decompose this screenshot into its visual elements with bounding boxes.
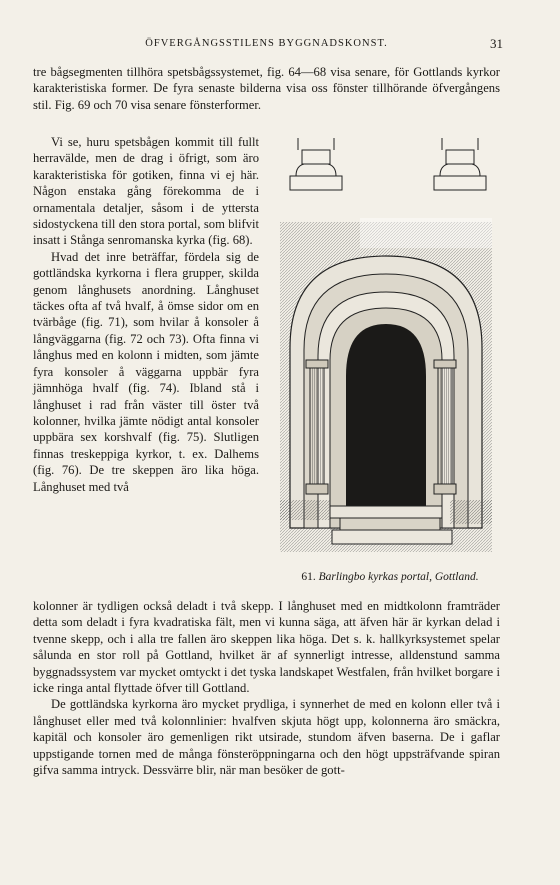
paragraph: Hvad det inre beträffar, fördela sig de gottländska kyrkorna i flera grupper, skilda genom långhusets anordning. Långhuset täckes ofta af två hvalf, å ömse sidor om en tvärbåge (fig. 71), som hvilar å konsoler å långväggarna (fig. 72 och 73). Ofta finna vi långhus med en kolonn i midten, som jämte fyra konsoler å väggarna uppbär fyra jämnhöga hvalf (fig. 74). Ibland stå i långhuset i rad från väster till öster två kolonner, hvilka jämte nödigt antal konsoler uppbära sex korshvalf (fig. 75). Slutligen finnas treskeppiga kyrkor, t. ex. Dalhems (fig. 76). De tre skeppen äro lika höga. Långhuset med två	[33, 249, 259, 494]
paragraph: De gottländska kyrkorna äro mycket prydliga, i synnerhet de med en kolonn eller två i långhuset eller med två kolonnlinier: hvalfven skjuta högt upp, kolonnerna äro smäckra, kapitäl och konsoler äro gemenligen rikt utsirade, stundom äfven baserna. De i gaflar uppstigande tornen med de många fönsteröppningarna och den högt uppsträfvande spiran gifva samma intryck. Dessvärre blir, när man besöker de gott-	[33, 697, 500, 778]
step-3	[332, 530, 452, 544]
column-left	[310, 366, 324, 486]
running-head: ÖFVERGÅNGSSTILENS BYGGNADSKONST.	[145, 38, 388, 49]
figure-caption-text: Barlingbo kyrkas portal, Gottland.	[318, 571, 479, 583]
paragraph: kolonner är tydligen också deladt i två skepp. I långhuset med en midtkolonn framträder detta som deladt i fyra kvadratiska fält, men vi kunna säga, att äfven här är kyrkan delad i tvenne skepp, och i alla tre fallen äro skeppen lika höga. Det s. k. hallkyrksystemet spelar sålunda en stor roll på Gottland, hvilket är af synnerligt intresse, alldenstund samma byggnadssystem var mycket omtyckt i det tyska landskapet Westfalen, från hvilket borgare i icke ringa antal flyttade öfver till Gottland.	[33, 599, 500, 696]
step-1	[330, 506, 442, 518]
column-right	[438, 366, 452, 486]
body-text-top	[33, 64, 500, 113]
figure-caption	[278, 571, 502, 583]
figure-portal	[270, 128, 502, 590]
capital-detail-right	[434, 138, 486, 190]
body-text-bottom	[33, 598, 500, 778]
capital-detail-left	[290, 138, 342, 190]
doorway	[346, 324, 426, 506]
figure-number: 61.	[301, 571, 316, 583]
body-text-column	[33, 134, 259, 495]
paragraph: Vi se, huru spetsbågen kommit till fullt herravälde, men de drag i öfrigt, som äro karakteristiska för gotiken, finna vi ej här. Någon enstaka gång förekomma de i ornamentala detaljer, såsom i de yttersta sidostyckena till den stora portal, som blifvit insatt i Stånga senromanska kyrka (fig. 68).	[33, 135, 259, 248]
paragraph: tre bågsegmenten tillhöra spetsbågssystemet, fig. 64—68 visa senare, för Gottlands kyrkor karakteristiska former. De fyra senaste bilderna visa oss fönster tillhörande öfvergångens stil. Fig. 69 och 70 visa senare fönsterformer.	[33, 65, 500, 112]
step-2	[340, 518, 440, 530]
portal-engraving	[270, 128, 502, 568]
page-number: 31	[490, 36, 503, 51]
